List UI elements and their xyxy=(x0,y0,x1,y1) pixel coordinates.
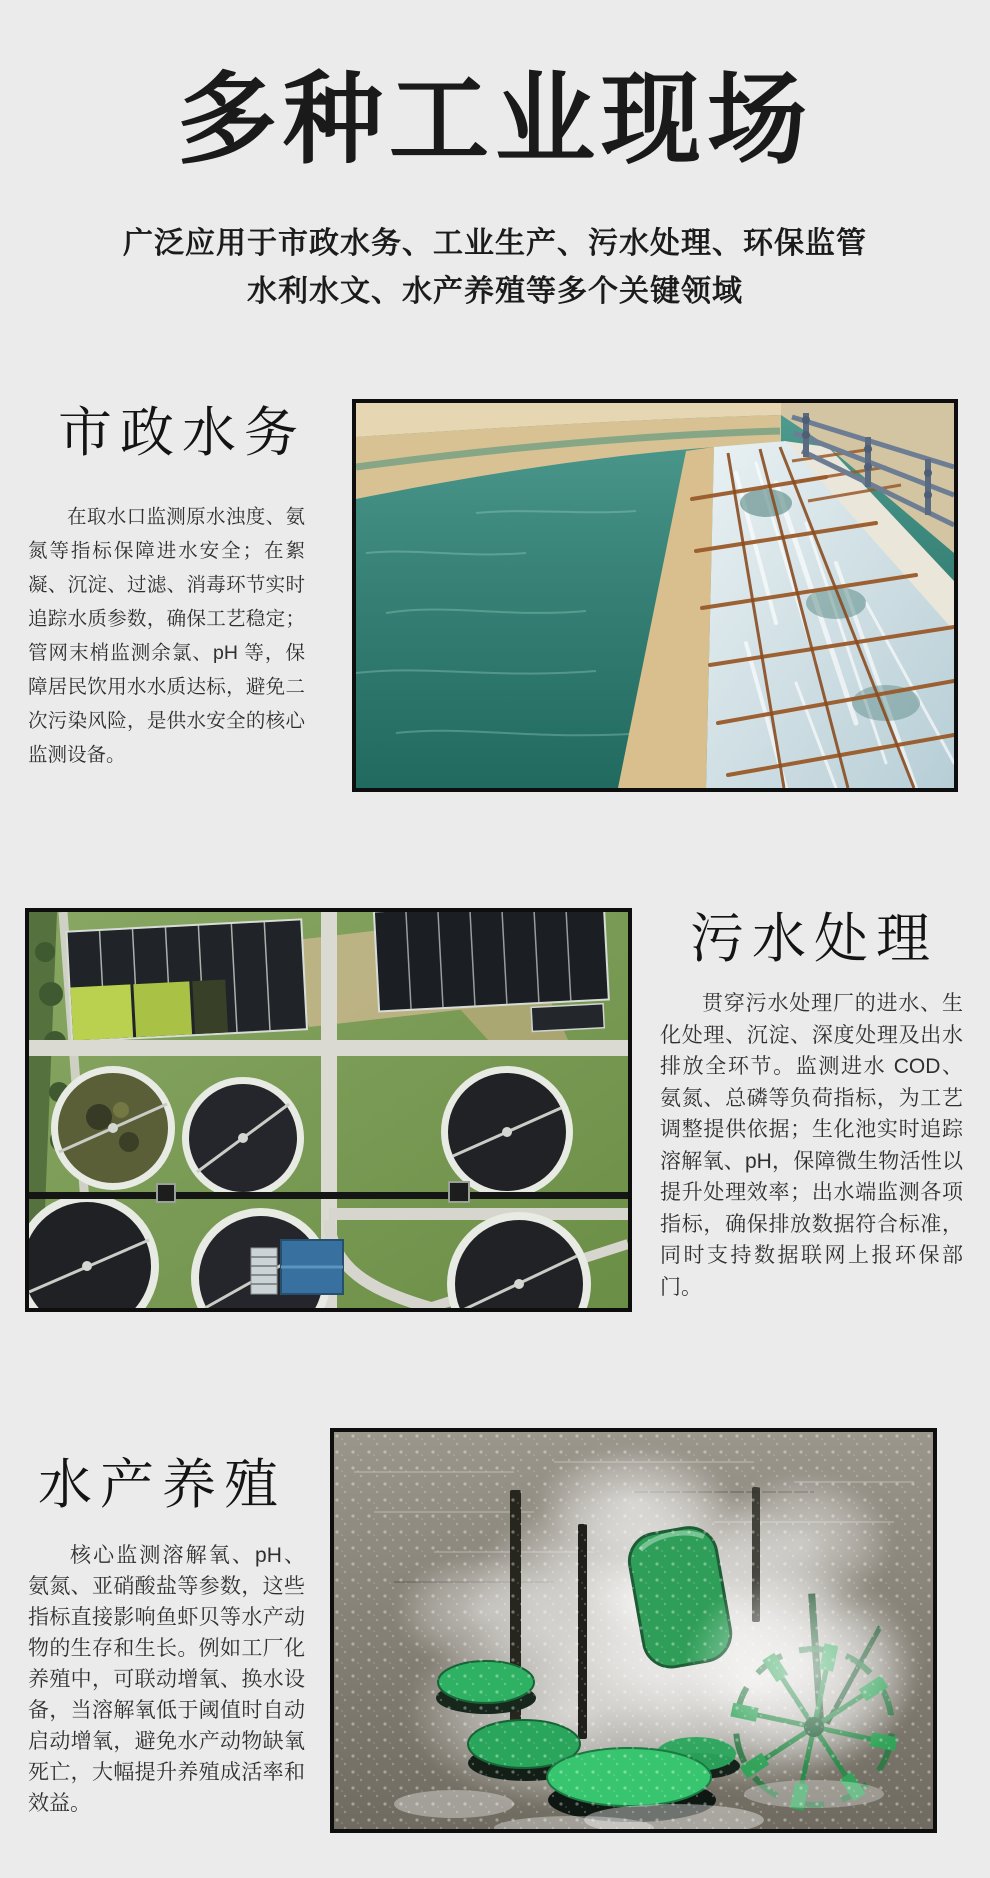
municipal-water-intake-channel-photo xyxy=(352,399,958,792)
wastewater-treatment-plant-aerial-photo xyxy=(25,908,632,1312)
section-body-aquaculture: 核心监测溶解氧、pH、氨氮、亚硝酸盐等参数，这些指标直接影响鱼虾贝等水产动物的生存和生长。例如工厂化养殖中，可联动增氧、换水设备，当溶解氧低于阈值时自动启动增氧，避免水产动物缺氧死亡，大幅提升养殖成活率和效益。 xyxy=(28,1544,305,1815)
subtitle-line-2: 水利水文、水产养殖等多个关键领域 xyxy=(247,275,743,308)
page-subtitle xyxy=(0,220,990,316)
page-title: 多种工业现场 xyxy=(177,64,813,176)
section-body-municipal-water: 在取水口监测原水浊度、氨氮等指标保障进水安全；在絮凝、沉淀、过滤、消毒环节实时追踪水质参数，确保工艺稳定；管网末梢监测余氯、pH 等，保障居民饮用水水质达标，避免二次污染风险，是供水安全的核心监测设备。 xyxy=(28,506,305,766)
subtitle-line-1: 广泛应用于市政水务、工业生产、污水处理、环保监管 xyxy=(123,227,867,260)
water-channel-illustration xyxy=(356,403,954,788)
pipeline xyxy=(29,1192,628,1199)
aerator-illustration xyxy=(334,1432,933,1829)
pump-building xyxy=(251,1240,343,1294)
section-heading-aquaculture: 水产养殖 xyxy=(38,1455,286,1515)
section-body-sewage-treatment: 贯穿污水处理厂的进水、生化处理、沉淀、深度处理及出水排放全环节。监测进水 COD、氨氮、总磷等负荷指标，为工艺调整提供依据；生化池实时追踪溶解氧、pH，保障微生物活性以提升处理效率；出水端监测各项指标，确保排放数据符合标准，同时支持数据联网上报环保部门。 xyxy=(660,992,963,1299)
aquaculture-paddle-wheel-aerator-photo xyxy=(330,1428,937,1833)
treatment-plant-illustration xyxy=(29,912,628,1308)
section-heading-sewage-treatment: 污水处理 xyxy=(690,909,938,969)
section-heading-municipal-water: 市政水务 xyxy=(58,403,306,463)
